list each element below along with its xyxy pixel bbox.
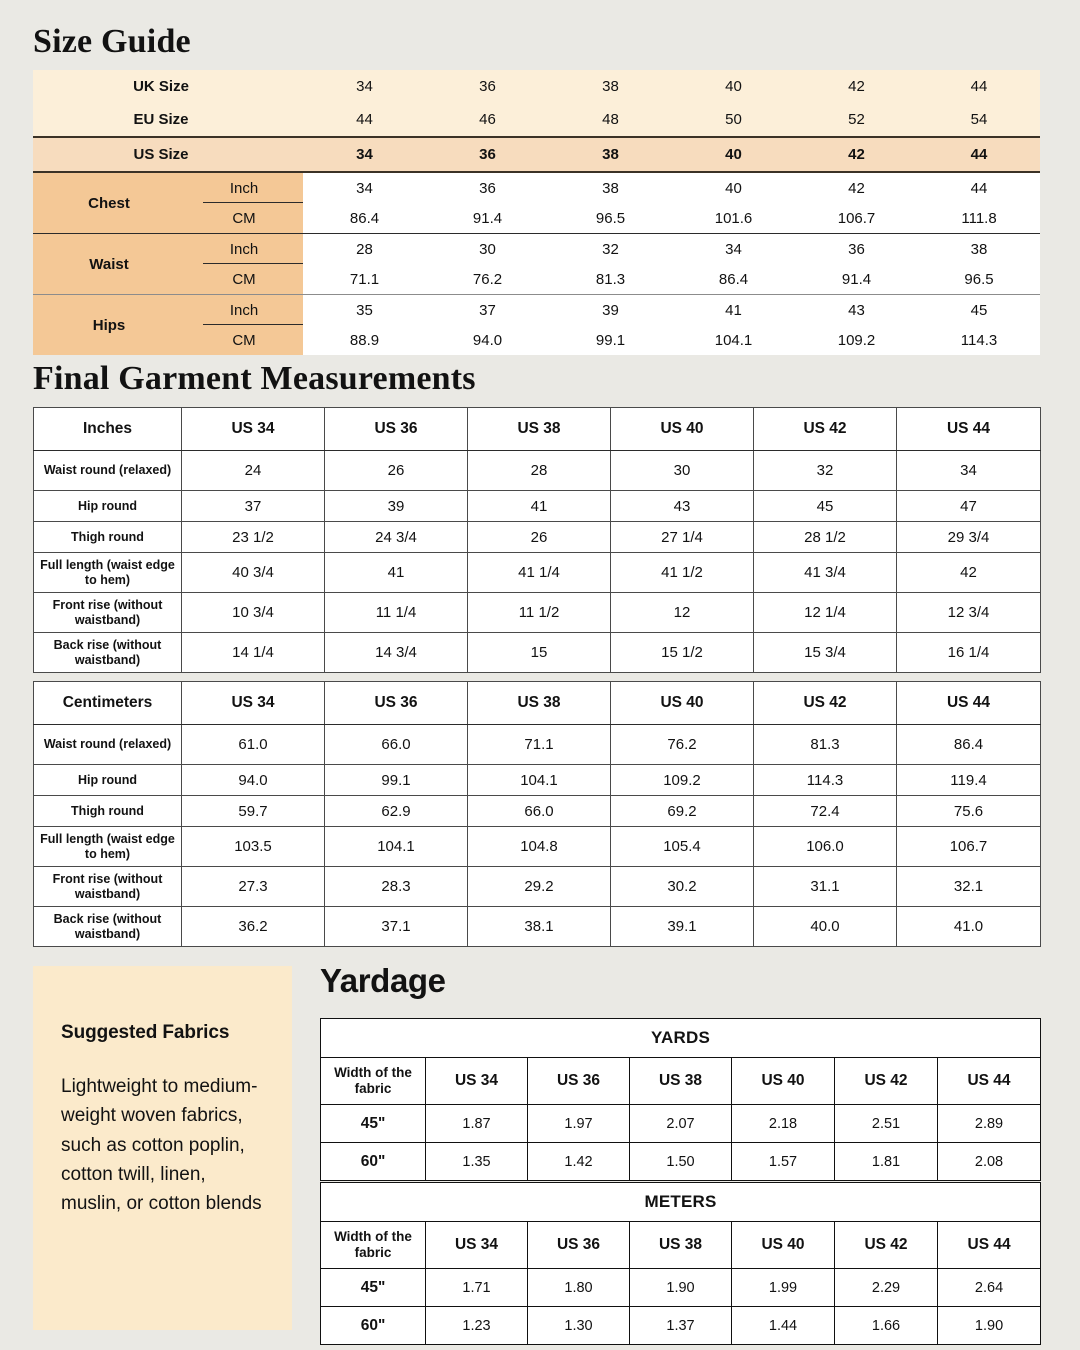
chest-inch-value: 36 [426, 172, 549, 203]
hips-cm-value: 114.3 [918, 325, 1040, 355]
eu-size-value: 46 [479, 111, 496, 128]
cell-value: 99.1 [325, 765, 468, 796]
hips-cm-value: 104.1 [672, 325, 795, 355]
uk-size-value: 36 [479, 78, 496, 95]
table-row [34, 867, 1041, 907]
chest-cm-value: 101.6 [672, 203, 795, 234]
cell-value: 37.1 [325, 907, 468, 947]
cell-value: 28 1/2 [754, 522, 897, 553]
cell-value: 86.4 [897, 725, 1041, 765]
measurement-name-hips: Hips [33, 295, 185, 356]
table-row [321, 1105, 1041, 1143]
waist-cm-value: 96.5 [918, 264, 1040, 295]
row-label: Full length (waist edge to hem) [34, 553, 182, 593]
size-guide-row-hips-inch [33, 295, 1040, 326]
cell-value: 16 1/4 [897, 633, 1041, 673]
cell-value: 76.2 [611, 725, 754, 765]
us-size-value: 42 [848, 146, 865, 163]
cell-value: 30 [611, 451, 754, 491]
table-row [321, 1143, 1041, 1181]
waist-inch-value: 30 [426, 234, 549, 265]
cell-value: 1.30 [528, 1307, 630, 1345]
size-header: US 34 [182, 408, 325, 451]
size-header: US 44 [938, 1222, 1041, 1269]
table-row [34, 451, 1041, 491]
cell-value: 1.23 [426, 1307, 528, 1345]
cell-value: 15 3/4 [754, 633, 897, 673]
cell-value: 2.18 [732, 1105, 835, 1143]
width-of-fabric-label: Width of the fabric [321, 1058, 426, 1105]
us-size-value: 34 [356, 146, 373, 163]
cell-value: 2.07 [630, 1105, 732, 1143]
uk-size-value: 34 [356, 78, 373, 95]
table-row [34, 765, 1041, 796]
waist-cm-value: 81.3 [549, 264, 672, 295]
cell-value: 12 [611, 593, 754, 633]
table-row [34, 593, 1041, 633]
chest-inch-value: 34 [303, 172, 426, 203]
size-header: US 44 [897, 682, 1041, 725]
yardage-meters-table [320, 1182, 1041, 1345]
size-header: US 38 [630, 1058, 732, 1105]
cell-value: 1.90 [630, 1269, 732, 1307]
cell-value: 12 3/4 [897, 593, 1041, 633]
hips-inch-value: 43 [795, 295, 918, 326]
chest-inch-value: 40 [672, 172, 795, 203]
cell-value: 1.87 [426, 1105, 528, 1143]
cell-value: 38.1 [468, 907, 611, 947]
cell-value: 109.2 [611, 765, 754, 796]
waist-inch-value: 34 [672, 234, 795, 265]
cell-value: 1.71 [426, 1269, 528, 1307]
size-header: US 34 [426, 1222, 528, 1269]
cell-value: 1.90 [938, 1307, 1041, 1345]
us-size-value: 36 [479, 146, 496, 163]
size-header: US 36 [528, 1058, 630, 1105]
uk-size-value: 40 [725, 78, 742, 95]
cell-value: 69.2 [611, 796, 754, 827]
cell-value: 1.80 [528, 1269, 630, 1307]
size-header: US 40 [732, 1058, 835, 1105]
size-header: US 42 [754, 682, 897, 725]
cell-value: 29.2 [468, 867, 611, 907]
row-label: Front rise (without waistband) [34, 867, 182, 907]
chest-cm-value: 111.8 [918, 203, 1040, 234]
unit-header-inches: Inches [34, 408, 182, 451]
hips-cm-value: 88.9 [303, 325, 426, 355]
size-header: US 38 [630, 1222, 732, 1269]
cell-value: 28 [468, 451, 611, 491]
cell-value: 1.50 [630, 1143, 732, 1181]
fabric-width-label: 45" [321, 1105, 426, 1143]
cell-value: 15 1/2 [611, 633, 754, 673]
row-label: Full length (waist edge to hem) [34, 827, 182, 867]
cell-value: 2.29 [835, 1269, 938, 1307]
waist-cm-value: 91.4 [795, 264, 918, 295]
cell-value: 26 [325, 451, 468, 491]
cell-value: 30.2 [611, 867, 754, 907]
size-header: US 42 [835, 1058, 938, 1105]
cell-value: 29 3/4 [897, 522, 1041, 553]
cell-value: 24 [182, 451, 325, 491]
us-size-value: 44 [970, 146, 988, 163]
width-of-fabric-label: Width of the fabric [321, 1222, 426, 1269]
cell-value: 12 1/4 [754, 593, 897, 633]
cell-value: 71.1 [468, 725, 611, 765]
unit-header-centimeters: Centimeters [34, 682, 182, 725]
size-guide-row-chest-cm [33, 203, 1040, 234]
cell-value: 66.0 [325, 725, 468, 765]
cell-value: 2.89 [938, 1105, 1041, 1143]
cell-value: 39 [325, 491, 468, 522]
cell-value: 41 [468, 491, 611, 522]
waist-inch-value: 38 [918, 234, 1040, 265]
size-header: US 38 [468, 408, 611, 451]
eu-size-value: 50 [725, 111, 742, 128]
table-row [34, 633, 1041, 673]
cell-value: 26 [468, 522, 611, 553]
cell-value: 2.64 [938, 1269, 1041, 1307]
chest-cm-value: 86.4 [303, 203, 426, 234]
table-row [34, 907, 1041, 947]
cell-value: 81.3 [754, 725, 897, 765]
waist-inch-value: 36 [795, 234, 918, 265]
row-label: Hip round [34, 491, 182, 522]
cell-value: 24 3/4 [325, 522, 468, 553]
table-row [34, 553, 1041, 593]
size-header: US 44 [897, 408, 1041, 451]
cell-value: 41 3/4 [754, 553, 897, 593]
suggested-fabrics-body: Lightweight to medium-weight woven fabrics, such as cotton poplin, cotton twill, linen, muslin, or cotton blends [61, 1076, 262, 1214]
final-garment-centimeters-table [33, 681, 1041, 947]
cell-value: 11 1/4 [325, 593, 468, 633]
hips-cm-value: 109.2 [795, 325, 918, 355]
cell-value: 41.0 [897, 907, 1041, 947]
us-size-value: 40 [725, 146, 742, 163]
suggested-fabrics-title: Suggested Fabrics [61, 1022, 230, 1043]
hips-inch-value: 37 [426, 295, 549, 326]
row-label: Waist round (relaxed) [34, 725, 182, 765]
fabric-width-label: 45" [321, 1269, 426, 1307]
chest-cm-value: 96.5 [549, 203, 672, 234]
cell-value: 75.6 [897, 796, 1041, 827]
hips-inch-value: 39 [549, 295, 672, 326]
unit-inch: Inch [185, 172, 303, 203]
cell-value: 34 [897, 451, 1041, 491]
cell-value: 59.7 [182, 796, 325, 827]
waist-cm-value: 86.4 [672, 264, 795, 295]
size-header: US 42 [835, 1222, 938, 1269]
cell-value: 14 1/4 [182, 633, 325, 673]
cell-value: 61.0 [182, 725, 325, 765]
uk-size-label: UK Size [133, 78, 189, 95]
size-header: US 36 [325, 682, 468, 725]
table-row [34, 522, 1041, 553]
measurement-name-chest: Chest [33, 172, 185, 234]
table-row [321, 1269, 1041, 1307]
size-guide-row-waist-inch [33, 234, 1040, 265]
us-size-label: US Size [133, 146, 189, 163]
cell-value: 41 1/4 [468, 553, 611, 593]
measurement-name-waist: Waist [33, 234, 185, 295]
cell-value: 31.1 [754, 867, 897, 907]
hips-cm-value: 99.1 [549, 325, 672, 355]
size-header: US 36 [528, 1222, 630, 1269]
table-row [34, 725, 1041, 765]
cell-value: 10 3/4 [182, 593, 325, 633]
cell-value: 104.8 [468, 827, 611, 867]
size-header: US 40 [611, 408, 754, 451]
fabric-width-label: 60" [321, 1143, 426, 1181]
cell-value: 2.08 [938, 1143, 1041, 1181]
cell-value: 119.4 [897, 765, 1041, 796]
uk-size-value: 44 [970, 78, 988, 95]
cell-value: 11 1/2 [468, 593, 611, 633]
hips-inch-value: 35 [303, 295, 426, 326]
yardage-yards-table [320, 1018, 1041, 1181]
cell-value: 15 [468, 633, 611, 673]
cell-value: 114.3 [754, 765, 897, 796]
cell-value: 28.3 [325, 867, 468, 907]
cell-value: 41 [325, 553, 468, 593]
cell-value: 45 [754, 491, 897, 522]
row-label: Thigh round [34, 796, 182, 827]
size-guide-row-us [33, 137, 1040, 172]
chest-cm-value: 91.4 [426, 203, 549, 234]
eu-size-value: 54 [970, 111, 988, 128]
fabric-width-label: 60" [321, 1307, 426, 1345]
waist-cm-value: 71.1 [303, 264, 426, 295]
cell-value: 1.66 [835, 1307, 938, 1345]
size-header: US 42 [754, 408, 897, 451]
size-header: US 34 [426, 1058, 528, 1105]
row-label: Waist round (relaxed) [34, 451, 182, 491]
cell-value: 36.2 [182, 907, 325, 947]
eu-size-value: 48 [602, 111, 619, 128]
cell-value: 1.99 [732, 1269, 835, 1307]
chest-cm-value: 106.7 [795, 203, 918, 234]
row-label: Back rise (without waistband) [34, 633, 182, 673]
cell-value: 1.57 [732, 1143, 835, 1181]
cell-value: 1.44 [732, 1307, 835, 1345]
cell-value: 104.1 [468, 765, 611, 796]
cell-value: 40.0 [754, 907, 897, 947]
table-header-row [321, 1058, 1041, 1105]
size-header: US 40 [732, 1222, 835, 1269]
cell-value: 43 [611, 491, 754, 522]
row-label: Hip round [34, 765, 182, 796]
size-guide-table [33, 70, 1040, 355]
cell-value: 42 [897, 553, 1041, 593]
cell-value: 27 1/4 [611, 522, 754, 553]
hips-inch-value: 45 [918, 295, 1040, 326]
table-header-row [34, 408, 1041, 451]
table-row [34, 827, 1041, 867]
size-guide-row-waist-cm [33, 264, 1040, 295]
cell-value: 39.1 [611, 907, 754, 947]
unit-cm: CM [185, 325, 303, 355]
cell-value: 47 [897, 491, 1041, 522]
size-header: US 34 [182, 682, 325, 725]
waist-inch-value: 28 [303, 234, 426, 265]
cell-value: 27.3 [182, 867, 325, 907]
size-header: US 44 [938, 1058, 1041, 1105]
cell-value: 1.97 [528, 1105, 630, 1143]
cell-value: 32 [754, 451, 897, 491]
cell-value: 72.4 [754, 796, 897, 827]
chest-inch-value: 42 [795, 172, 918, 203]
cell-value: 14 3/4 [325, 633, 468, 673]
unit-inch: Inch [185, 234, 303, 265]
cell-value: 1.35 [426, 1143, 528, 1181]
cell-value: 1.37 [630, 1307, 732, 1345]
waist-cm-value: 76.2 [426, 264, 549, 295]
waist-inch-value: 32 [549, 234, 672, 265]
size-guide-row-eu [33, 103, 1040, 137]
unit-cm: CM [185, 203, 303, 234]
unit-inch: Inch [185, 295, 303, 326]
cell-value: 2.51 [835, 1105, 938, 1143]
eu-size-value: 52 [848, 111, 865, 128]
suggested-fabrics-panel [33, 966, 292, 1330]
page-title-final-garment: Final Garment Measurements [33, 360, 476, 397]
cell-value: 37 [182, 491, 325, 522]
page-title-size-guide: Size Guide [33, 23, 191, 60]
unit-cm: CM [185, 264, 303, 295]
size-guide-row-chest-inch [33, 172, 1040, 203]
chest-inch-value: 44 [918, 172, 1040, 203]
cell-value: 32.1 [897, 867, 1041, 907]
table-header-row [34, 682, 1041, 725]
cell-value: 62.9 [325, 796, 468, 827]
hips-cm-value: 94.0 [426, 325, 549, 355]
cell-value: 1.81 [835, 1143, 938, 1181]
cell-value: 106.0 [754, 827, 897, 867]
page-title-yardage: Yardage [320, 962, 446, 999]
yards-caption-row [321, 1019, 1041, 1058]
size-header: US 36 [325, 408, 468, 451]
meters-caption-row [321, 1183, 1041, 1222]
table-row [34, 796, 1041, 827]
row-label: Back rise (without waistband) [34, 907, 182, 947]
uk-size-value: 42 [848, 78, 865, 95]
cell-value: 106.7 [897, 827, 1041, 867]
cell-value: 94.0 [182, 765, 325, 796]
size-header: US 38 [468, 682, 611, 725]
uk-size-value: 38 [602, 78, 619, 95]
chest-inch-value: 38 [549, 172, 672, 203]
eu-size-label: EU Size [133, 111, 189, 128]
size-header: US 40 [611, 682, 754, 725]
size-guide-row-uk [33, 70, 1040, 103]
table-header-row [321, 1222, 1041, 1269]
hips-inch-value: 41 [672, 295, 795, 326]
eu-size-value: 44 [356, 111, 373, 128]
table-row [321, 1307, 1041, 1345]
meters-caption: METERS [321, 1183, 1041, 1222]
yards-caption: YARDS [321, 1019, 1041, 1058]
table-row [34, 491, 1041, 522]
row-label: Thigh round [34, 522, 182, 553]
cell-value: 104.1 [325, 827, 468, 867]
cell-value: 105.4 [611, 827, 754, 867]
cell-value: 40 3/4 [182, 553, 325, 593]
cell-value: 66.0 [468, 796, 611, 827]
size-guide-row-hips-cm [33, 325, 1040, 355]
cell-value: 1.42 [528, 1143, 630, 1181]
cell-value: 103.5 [182, 827, 325, 867]
row-label: Front rise (without waistband) [34, 593, 182, 633]
cell-value: 41 1/2 [611, 553, 754, 593]
us-size-value: 38 [602, 146, 619, 163]
final-garment-inches-table [33, 407, 1041, 673]
cell-value: 23 1/2 [182, 522, 325, 553]
